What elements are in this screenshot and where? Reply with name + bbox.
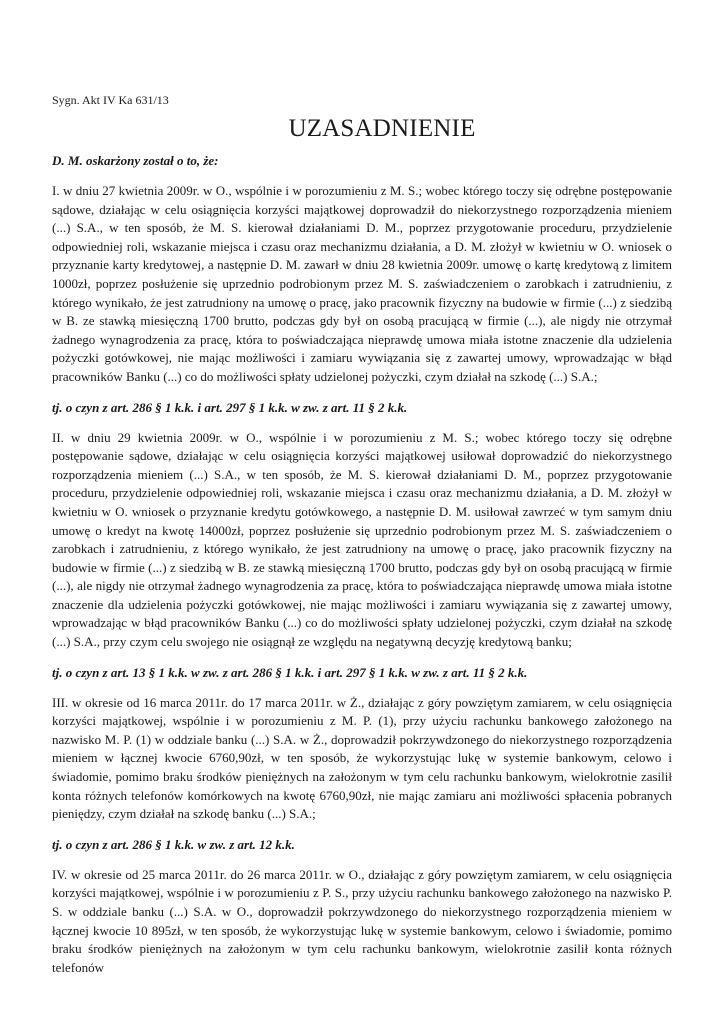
paragraph: II. w dniu 29 kwietnia 2009r. w O., wspólnie i w porozumieniu z M. S.; wobec którego toczy się odrębne postępowanie sądowe, działając w celu osiągnięcia korzyści majątkowej usiłował doprowadzić do niekorzystnego rozporządzenia mieniem (...) S.A., w ten sposób, że M. S. kierował działaniami D. M., poprzez przygotowanie proceduru, przydzielenie odpowiedniej roli, wskazanie miejsca i czasu oraz mechanizmu działania, a D. M. złożył w kwietniu w O. wniosek o przyznanie kredytu gotówkowego, a następnie D. M. usiłował zawrzeć w tym samym dniu umowę o kredyt na kwotę 14000zł, poprzez posłużenie się uprzednio podrobionym przez M. S. zaświadczeniem o zarobkach i zatrudnieniu, z którego wynikało, że jest zatrudniony na umowę o pracę, jako pracownik fizyczny na budowie w firmie (...) z siedzibą w B. ze stawką miesięczną 1700 brutto, podczas gdy był on osobą pracującą w firmie (...), ale nigdy nie otrzymał żadnego wynagrodzenia za pracę, która to poświadczająca nieprawdę umowa miała istotne znaczenie dla udzielenia pożyczki gotówkowej, nie mając możliwości i zamiaru wywiązania się z zawartej umowy, wprowadzając w błąd pracowników Banku (...) co do możliwości spłaty udzielonej pożyczki, czym działał na szkodę (...) S.A., przy czym celu swojego nie osiągnął ze względu na negatywną decyzję kredytową banku; [52, 429, 672, 650]
document-title: UZASADNIENIE [288, 115, 476, 142]
section-4 [52, 866, 672, 978]
document-page [52, 92, 672, 989]
paragraph: I. w dniu 27 kwietnia 2009r. w O., wspólnie i w porozumieniu z M. S.; wobec którego toczy się odrębne postępowanie sądowe, działając w celu osiągnięcia korzyści majątkowej doprowadził do niekorzystnego rozporządzenia mieniem (...) S.A., w ten sposób, że M. S. kierował działaniami D. M., poprzez przygotowanie proceduru, przydzielenie odpowiedniej roli, wskazanie miejsca i czasu oraz mechanizmu działania, a D. M. złożył w kwietniu w O. wniosek o przyznanie karty kredytowej, a następnie D. M. zawarł w dniu 28 kwietnia 2009r. umowę o kartę kredytową z limitem 1000zł, poprzez posłużenie się uprzednio podrobionym przez M. S. zaświadczeniem o zarobkach i zatrudnieniu, z którego wynikało, że jest zatrudniony na umowę o pracę, jako pracownik fizyczny na budowie w firmie (...) z siedzibą w B. ze stawką miesięczną 1700 brutto, podczas gdy był on osobą pracującą w firmie (...), ale nigdy nie otrzymał żadnego wynagrodzenia za pracę, która to poświadczająca nieprawdę umowa miała istotne znaczenie dla udzielenia pożyczki gotówkowej, nie mając możliwości i zamiaru wywiązania się z zawartej umowy, wprowadzając w błąd pracowników Banku (...) co do możliwości spłaty udzielonej pożyczki, czym działał na szkodę (...) S.A.; [52, 183, 672, 384]
legal-charge: tj. o czyn z art. 286 § 1 k.k. w zw. z art. 12 k.k. [52, 836, 295, 852]
lead-statement: D. M. oskarżony został o to, że: [52, 153, 219, 168]
section-1 [52, 182, 672, 417]
section-3 [52, 694, 672, 854]
section-2 [52, 429, 672, 682]
paragraph: IV. w okresie od 25 marca 2011r. do 26 marca 2011r. w O., działając z góry powziętym zamiarem, w celu osiągnięcia korzyści majątkowej, wspólnie i w porozumieniu z P. S., przy użyciu rachunku bankowego założonego na nazwisko P. S. w oddziale banku (...) S.A. w O., doprowadził pokrzywdzonego do niekorzystnego rozporządzenia mieniem w łącznej kwocie 10 895zł, w ten sposób, że wykorzystując lukę w systemie bankowym, celowo i świadomie, pomimo braku środków pieniężnych na założonym w tym celu rachunku bankowym, wielokrotnie zasilił konta różnych telefonów [52, 866, 672, 975]
legal-charge: tj. o czyn z art. 286 § 1 k.k. i art. 297 § 1 k.k. w zw. z art. 11 § 2 k.k. [52, 399, 408, 415]
paragraph: III. w okresie od 16 marca 2011r. do 17 marca 2011r. w Ż., działając z góry powziętym zamiarem, w celu osiągnięcia korzyści majątkowej, wspólnie i w porozumieniu z M. P. (1), przy użyciu rachunku bankowego założonego na nazwisko M. P. (1) w oddziale banku (...) S.A. w Ż., doprowadził pokrzywdzonego do niekorzystnego rozporządzenia mieniem w łącznej kwocie 6760,90zł, w ten sposób, że wykorzystując lukę w systemie bankowym, celowo i świadomie, pomimo braku środków pieniężnych na założonym w tym celu rachunku bankowym, wielokrotnie zasilił konta różnych telefonów komórkowych na kwotę 6760,90zł, nie mając zamiaru ani możliwości spłacenia pobranych pieniędzy, czym działał na szkodę banku (...) S.A.; [52, 694, 672, 822]
legal-charge: tj. o czyn z art. 13 § 1 k.k. w zw. z art. 286 § 1 k.k. i art. 297 § 1 k.k. w zw. z art. 11 § 2 k.k. [52, 664, 528, 680]
case-signature: Sygn. Akt IV Ka 631/13 [52, 93, 169, 107]
